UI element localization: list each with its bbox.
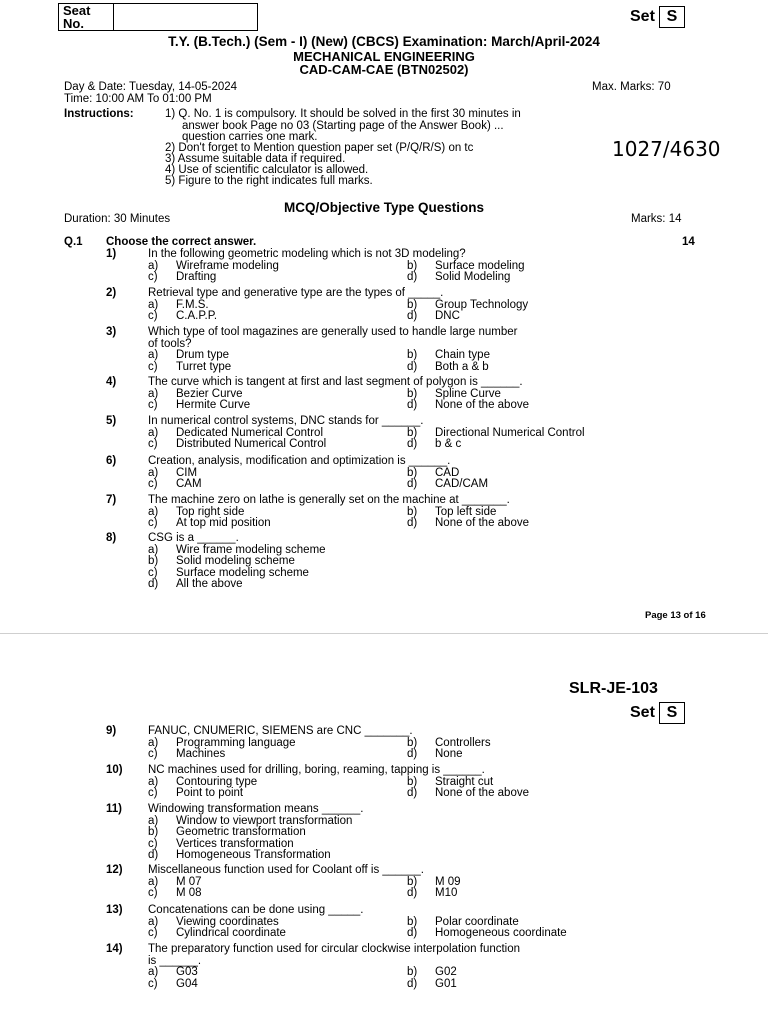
option-text: None of the above (435, 399, 529, 412)
answer-option (148, 966, 198, 978)
option-text: Solid modeling scheme (176, 555, 295, 568)
answer-option (407, 776, 493, 788)
handwritten-note: 1027/4630 (612, 137, 721, 161)
option-text: G04 (176, 977, 198, 990)
answer-option (148, 567, 309, 579)
option-key: b) (407, 426, 418, 439)
option-key: a) (148, 543, 159, 556)
question-text: In the following geometric modeling which is not 3D modeling? (148, 248, 466, 260)
answer-option (407, 349, 490, 361)
option-key: d) (407, 517, 418, 530)
option-text: b & c (435, 438, 462, 451)
option-key: b) (407, 259, 418, 272)
option-key: d) (407, 271, 418, 284)
option-key: a) (148, 775, 159, 788)
option-text: C.A.P.P. (176, 310, 218, 323)
section-duration: Duration: 30 Minutes (64, 213, 171, 225)
option-text: CAM (176, 478, 202, 491)
option-key: b) (407, 875, 418, 888)
instructions-label: Instructions: (64, 108, 134, 120)
option-text: At top mid position (176, 517, 271, 530)
question-number: 10) (106, 764, 123, 776)
answer-option (148, 438, 326, 450)
set-value-box: S (659, 702, 685, 724)
instruction-line: question carries one mark. (182, 131, 318, 143)
answer-option (407, 299, 528, 311)
answer-option (407, 916, 519, 928)
option-text: Polar coordinate (435, 915, 519, 928)
option-key: b) (407, 736, 418, 749)
option-key: d) (407, 927, 418, 940)
option-text: Controllers (435, 736, 491, 749)
option-text: Drafting (176, 271, 217, 284)
answer-option (407, 787, 529, 799)
answer-option (148, 815, 352, 827)
answer-option (407, 737, 491, 749)
option-key: b) (407, 915, 418, 928)
answer-option (148, 299, 209, 311)
option-text: CAD/CAM (435, 478, 489, 491)
option-text: G02 (435, 966, 457, 979)
option-key: d) (407, 478, 418, 491)
option-key: a) (148, 814, 159, 827)
subject-title: CAD-CAM-CAE (BTN02502) (299, 62, 469, 77)
option-text: None (435, 748, 463, 761)
option-text: M 07 (176, 875, 202, 888)
answer-option (148, 310, 217, 322)
instruction-line: 5) Figure to the right indicates full marks. (165, 175, 373, 187)
exam-time: Time: 10:00 AM To 01:00 PM (64, 93, 212, 105)
question-text: Retrieval type and generative type are the types of _____. (148, 287, 444, 299)
answer-option (148, 506, 244, 518)
option-key: a) (148, 736, 159, 749)
option-key: b) (407, 466, 418, 479)
answer-option (407, 876, 461, 888)
seat-number-box (58, 3, 258, 31)
question-number: 12) (106, 864, 123, 876)
option-key: a) (148, 966, 159, 979)
answer-option (407, 260, 525, 272)
answer-option (148, 849, 331, 861)
question-text: Miscellaneous function used for Coolant off is ______. (148, 864, 424, 876)
answer-option (148, 271, 216, 283)
option-key: d) (407, 438, 418, 451)
question-label: Q.1 (64, 236, 83, 248)
page-footer: Page 13 of 16 (645, 610, 706, 621)
answer-option (148, 361, 231, 373)
option-key: a) (148, 298, 159, 311)
answer-option (148, 876, 202, 888)
answer-option (407, 310, 460, 322)
option-key: d) (407, 748, 418, 761)
answer-option (148, 826, 306, 838)
option-text: Cylindrical coordinate (176, 927, 286, 940)
option-text: Surface modeling scheme (176, 566, 309, 579)
question-text: CSG is a ______. (148, 532, 239, 544)
section-marks: Marks: 14 (631, 213, 682, 225)
question-text: is ______. (148, 954, 202, 967)
option-text: Geometric transformation (176, 826, 306, 839)
option-text: Directional Numerical Control (435, 426, 585, 439)
option-key: c) (148, 399, 158, 412)
answer-option (148, 427, 323, 439)
question-text: Concatenations can be done using _____. (148, 904, 364, 916)
option-text: Solid Modeling (435, 271, 511, 284)
option-key: a) (148, 466, 159, 479)
set-indicator (630, 6, 685, 28)
answer-option (407, 478, 488, 490)
option-text: F.M.S. (176, 298, 209, 311)
question-text: FANUC, CNUMERIC, SIEMENS are CNC _______. (148, 725, 413, 737)
option-text: Distributed Numerical Control (176, 438, 327, 451)
question-number: 13) (106, 904, 123, 916)
option-text: None of the above (435, 517, 529, 530)
day-date: Day & Date: Tuesday, 14-05-2024 (64, 81, 238, 93)
option-key: d) (407, 887, 418, 900)
answer-option (407, 978, 457, 990)
option-key: c) (148, 310, 158, 323)
option-text: Viewing coordinates (176, 915, 279, 928)
question-text: Which type of tool magazines are generally used to handle large number (148, 326, 518, 338)
option-key: d) (407, 399, 418, 412)
answer-option (148, 517, 271, 529)
question-text: The machine zero on lathe is generally set on the machine at _______. (148, 494, 510, 506)
answer-option (407, 506, 496, 518)
option-text: M10 (435, 887, 458, 900)
option-text: Homogeneous coordinate (435, 927, 567, 940)
option-text: Top left side (435, 505, 497, 518)
option-text: Drum type (176, 349, 230, 362)
question-number: 9) (106, 725, 117, 737)
answer-option (148, 787, 243, 799)
set-indicator-page-2 (630, 702, 685, 724)
answer-option (148, 737, 296, 749)
option-text: Wireframe modeling (176, 259, 279, 272)
answer-option (407, 361, 489, 373)
answer-option (148, 978, 198, 990)
option-key: b) (148, 555, 159, 568)
answer-option (407, 517, 529, 529)
option-key: a) (148, 505, 159, 518)
answer-option (148, 478, 202, 490)
option-key: b) (407, 387, 418, 400)
option-text: Bezier Curve (176, 387, 243, 400)
answer-option (407, 399, 529, 411)
answer-option (148, 776, 257, 788)
option-text: Dedicated Numerical Control (176, 426, 324, 439)
section-title: MCQ/Objective Type Questions (283, 200, 485, 215)
answer-option (407, 467, 459, 479)
set-label: Set (630, 704, 655, 721)
answer-option (148, 555, 295, 567)
question-number: 5) (106, 415, 117, 427)
max-marks: Max. Marks: 70 (592, 81, 671, 93)
option-key: b) (407, 298, 418, 311)
option-key: c) (148, 271, 158, 284)
option-text: G03 (176, 966, 198, 979)
option-key: a) (148, 387, 159, 400)
option-key: b) (407, 966, 418, 979)
instruction-line: 2) Don't forget to Mention question paper set (P/Q/R/S) on tc (165, 142, 474, 154)
option-key: c) (148, 438, 158, 451)
answer-option (148, 349, 229, 361)
answer-option (148, 388, 242, 400)
question-number: 8) (106, 532, 117, 544)
option-text: M 08 (176, 887, 202, 900)
branch-title: MECHANICAL ENGINEERING (293, 49, 475, 64)
option-key: a) (148, 875, 159, 888)
option-key: a) (148, 349, 159, 362)
option-text: Homogeneous Transformation (176, 849, 331, 862)
option-key: c) (148, 887, 158, 900)
option-text: Chain type (435, 349, 490, 362)
instruction-line: 4) Use of scientific calculator is allowed. (165, 164, 369, 176)
option-text: M 09 (435, 875, 461, 888)
page-divider (0, 633, 768, 634)
option-key: c) (148, 927, 158, 940)
answer-option (148, 927, 286, 939)
option-key: c) (148, 517, 158, 530)
question-number: 2) (106, 287, 117, 299)
instruction-line: 1) Q. No. 1 is compulsory. It should be solved in the first 30 minutes in (165, 108, 521, 120)
option-key: b) (148, 826, 159, 839)
option-text: Window to viewport transformation (176, 814, 353, 827)
answer-option (148, 467, 197, 479)
option-key: b) (407, 505, 418, 518)
seat-label-cell (59, 4, 114, 30)
question-text: In numerical control systems, DNC stands for ______. (148, 415, 424, 427)
option-key: c) (148, 360, 158, 373)
option-key: d) (407, 977, 418, 990)
option-key: c) (148, 787, 158, 800)
set-value-box: S (659, 6, 685, 28)
seat-label: Seat No. (63, 3, 91, 31)
option-key: d) (407, 787, 418, 800)
option-text: Hermite Curve (176, 399, 251, 412)
instruction-line: 3) Assume suitable data if required. (165, 153, 346, 165)
option-text: Straight cut (435, 775, 494, 788)
option-key: a) (148, 915, 159, 928)
question-text: Creation, analysis, modification and optimization is ______. (148, 455, 451, 467)
option-key: c) (148, 977, 158, 990)
answer-option (407, 271, 510, 283)
option-key: c) (148, 478, 158, 491)
option-text: CAD (435, 466, 460, 479)
option-key: a) (148, 426, 159, 439)
question-number: 6) (106, 455, 117, 467)
answer-option (148, 399, 250, 411)
option-text: Wire frame modeling scheme (176, 543, 326, 556)
option-text: None of the above (435, 787, 529, 800)
question-text: of tools? (148, 337, 192, 350)
option-text: Turret type (176, 360, 232, 373)
option-text: Spline Curve (435, 387, 501, 400)
option-key: b) (407, 349, 418, 362)
answer-option (407, 748, 463, 760)
question-number: 11) (106, 803, 122, 815)
option-key: c) (148, 748, 158, 761)
option-text: Machines (176, 748, 226, 761)
answer-option (407, 427, 585, 439)
answer-option (407, 966, 457, 978)
question-instruction: Choose the correct answer. (106, 236, 257, 248)
answer-option (148, 544, 326, 556)
option-text: Point to point (176, 787, 244, 800)
answer-option (148, 887, 202, 899)
option-text: DNC (435, 310, 460, 323)
question-marks: 14 (682, 236, 695, 248)
option-key: d) (407, 310, 418, 323)
question-number: 1) (106, 248, 117, 260)
instruction-line: answer book Page no 03 (Starting page of the Answer Book) ... (182, 120, 504, 132)
answer-option (148, 578, 243, 590)
answer-option (148, 748, 225, 760)
question-text: The curve which is tangent at first and last segment of polygon is ______. (148, 376, 523, 388)
option-text: Top right side (176, 505, 245, 518)
question-number: 7) (106, 494, 117, 506)
question-number: 4) (106, 376, 117, 388)
answer-option (148, 838, 294, 850)
answer-option (407, 388, 501, 400)
option-text: G01 (435, 977, 457, 990)
question-text: Windowing transformation means ______. (148, 803, 364, 815)
option-text: Group Technology (435, 298, 529, 311)
option-text: Programming language (176, 736, 296, 749)
paper-code: SLR-JE-103 (569, 680, 658, 697)
option-text: Contouring type (176, 775, 258, 788)
option-key: c) (148, 566, 158, 579)
option-key: d) (148, 578, 159, 591)
option-key: d) (407, 360, 418, 373)
question-text: NC machines used for drilling, boring, reaming, tapping is ______. (148, 764, 485, 776)
option-key: b) (407, 775, 418, 788)
option-text: Vertices transformation (176, 837, 294, 850)
option-text: Surface modeling (435, 259, 525, 272)
option-key: a) (148, 259, 159, 272)
question-number: 14) (106, 943, 123, 955)
answer-option (148, 260, 279, 272)
exam-title: T.Y. (B.Tech.) (Sem - I) (New) (CBCS) Examination: March/April-2024 (168, 34, 600, 49)
answer-option (407, 927, 567, 939)
question-text: The preparatory function used for circular clockwise interpolation function (148, 943, 521, 955)
option-text: CIM (176, 466, 198, 479)
option-text: All the above (176, 578, 243, 591)
option-text: Both a & b (435, 360, 489, 373)
option-key: c) (148, 837, 158, 850)
answer-option (407, 438, 461, 450)
set-label: Set (630, 8, 655, 25)
option-key: d) (148, 849, 159, 862)
answer-option (148, 916, 279, 928)
question-number: 3) (106, 326, 117, 338)
answer-option (407, 887, 457, 899)
